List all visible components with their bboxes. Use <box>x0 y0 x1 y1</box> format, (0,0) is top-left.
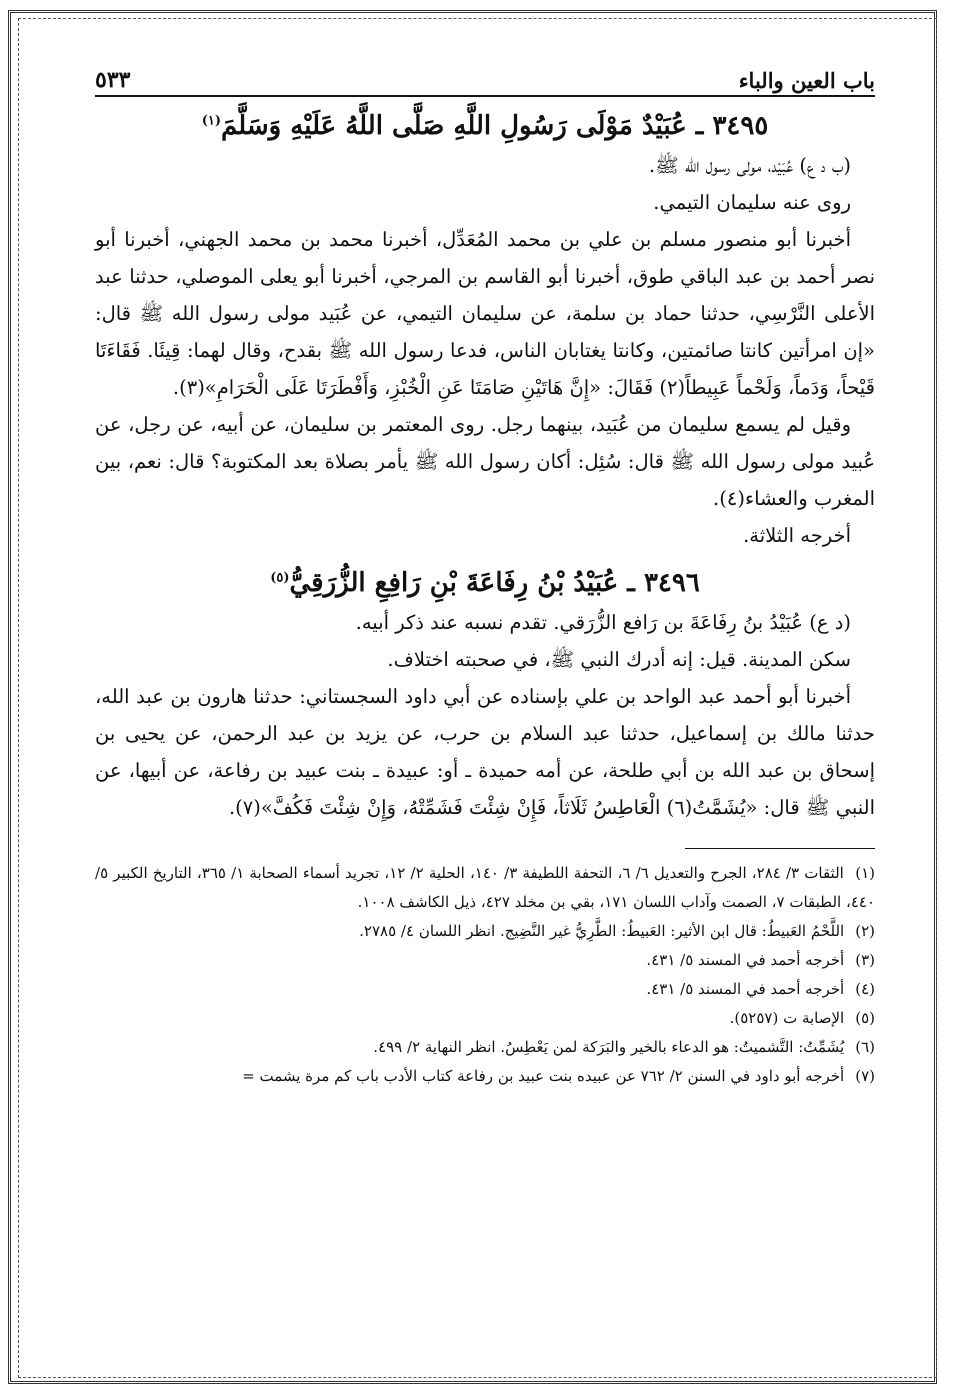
paragraph: (د ع) عُبَيْدُ بنُ رِفَاعَةَ بن رَافع الزُّرَقي. تقدم نسبه عند ذكر أبيه. <box>355 611 851 634</box>
footnote <box>95 946 875 975</box>
footnote-number: (٧) <box>855 1067 875 1085</box>
entry-title-text: ٣٤٩٦ ـ عُبَيْدُ بْنُ رِفَاعَةَ بْنِ رَافِعِ الزُّرَقِيُّ <box>289 568 700 598</box>
chapter-title: باب العين والباء <box>738 68 875 93</box>
footnote-number: (١) <box>855 864 876 882</box>
paragraph: (ب د ع) عُبَيْد، مولى رسول الله ﷺ. <box>648 154 851 177</box>
paragraph: سكن المدينة. قيل: إنه أدرك النبي ﷺ، في صحبته اختلاف. <box>387 648 851 671</box>
footnotes <box>95 859 875 1091</box>
footnote <box>95 975 875 1004</box>
footnote <box>95 917 875 946</box>
running-header <box>95 55 875 97</box>
footnote-number: (٣) <box>855 951 875 969</box>
footnote <box>95 1062 875 1091</box>
footnote-text: يُشَمِّتُ: التَّشميتُ: هو الدعاء بالخير والبَرَكة لمن يَعْطِسُ. انظر النهاية ٢/ ٤٩٩. <box>373 1038 845 1056</box>
footnote-number: (٦) <box>855 1038 875 1056</box>
footnote-text: أخرجه أبو داود في السنن ٢/ ٧٦٢ عن عبيده بنت عبيد بن رفاعة كتاب الأدب باب كم مرة يشمت = <box>242 1067 845 1085</box>
footnote-ref: (١) <box>201 113 221 129</box>
paragraph: أخبرنا أبو أحمد عبد الواحد بن علي بإسناده عن أبي داود السجستاني: حدثنا هارون بن عبد الله، حدثنا مالك بن إسماعيل، حدثنا عبد السلام بن حرب، عن يزيد بن عبد الرحمن، عن يحيى بن إسحاق بن عبد الله بن أبي طلحة، عن أمه حميدة ـ أو: عبيدة ـ بنت عبيد بن رفاعة، عن أبيها، عن النبي ﷺ قال: «يُشَمَّتُ(٦) الْعَاطِسُ ثَلَاثاً، فَإِنْ شِئْتَ فَشَمِّتْهُ، وَإِنْ شِئْتَ فَكُفَّ»(٧). <box>95 685 875 819</box>
page-number: ٥٣٣ <box>95 67 131 93</box>
footnote-text: أخرجه أحمد في المسند ٥/ ٤٣١. <box>646 980 845 998</box>
paragraph: أخبرنا أبو منصور مسلم بن علي بن محمد المُعَدِّل، أخبرنا محمد بن محمد الجهني، أخبرنا أبو نصر أحمد بن عبد الباقي طوق، أخبرنا أبو القاسم بن المرجي، أخبرنا أبو يعلى الموصلي، حدثنا عبد الأعلى النَّرْسِي، حدثنا حماد بن سلمة، عن سليمان التيمي، عن عُبَيد مولى رسول الله ﷺ قال: «إن امرأتين كانتا صائمتين، وكانتا يغتابان الناس، فدعا رسول الله ﷺ بقدح، وقال لهما: قِيئَا. فَقَاءَتَا قَيْحاً، وَدَماً، وَلَحْماً عَبِيطاً(٢) فَقَالَ: «إِنَّ هَاتَيْنِ صَامَتَا عَنِ الْخُبْزِ، وَأَفْطَرَتَا عَلَى الْحَرَامِ»(٣). <box>95 228 875 399</box>
footnote <box>95 1033 875 1062</box>
footnote <box>95 1004 875 1033</box>
entry-title-text: ٣٤٩٥ ـ عُبَيْدٌ مَوْلَى رَسُولِ اللَّهِ صَلَّى اللَّهُ عَلَيْهِ وَسَلَّمَ <box>220 111 769 141</box>
footnote-text: اللَّحْمُ العَبيطُ: قال ابن الأثير: العَبيطُ: الطَّرِيُّ غير النَّضِيج. انظر اللسان ٤/ ٢٧٨٥. <box>359 922 845 940</box>
footnote-text: الثقات ٣/ ٢٨٤، الجرح والتعديل ٦/ ٦، التحفة اللطيفة ٣/ ١٤٠، الحلية ٢/ ١٢، تجريد أسماء الصحابة ١/ ٣٦٥، التاريخ الكبير ٥/ ٤٤٠، الطبقات ٧، الصمت وآداب اللسان ١٧١، بقي بن مخلد ٤٢٧، ذيل الكاشف ١٠٠٨. <box>95 864 875 911</box>
footnote <box>95 859 875 917</box>
paragraph: روى عنه سليمان التيمي. <box>653 191 851 214</box>
paragraph: وقيل لم يسمع سليمان من عُبَيد، بينهما رجل. روى المعتمر بن سليمان، عن أبيه، عن رجل، عن عُبيد مولى رسول الله ﷺ قال: سُئِل: أكان رسول الله ﷺ يأمر بصلاة بعد المكتوبة؟ قال: نعم، بين المغرب والعشاء(٤). <box>95 413 875 510</box>
entry-title-3496 <box>95 568 875 598</box>
footnote-separator <box>685 848 875 849</box>
entry-title-3495 <box>95 111 875 141</box>
footnote-text: أخرجه أحمد في المسند ٥/ ٤٣١. <box>646 951 845 969</box>
paragraph: أخرجه الثلاثة. <box>743 524 851 547</box>
footnote-number: (٤) <box>855 980 875 998</box>
footnote-number: (٥) <box>855 1009 875 1027</box>
footnote-ref: (٥) <box>270 570 290 586</box>
footnote-text: الإصابة ت (٥٢٥٧). <box>729 1009 845 1027</box>
footnote-number: (٢) <box>855 922 875 940</box>
book-page <box>95 55 875 1091</box>
